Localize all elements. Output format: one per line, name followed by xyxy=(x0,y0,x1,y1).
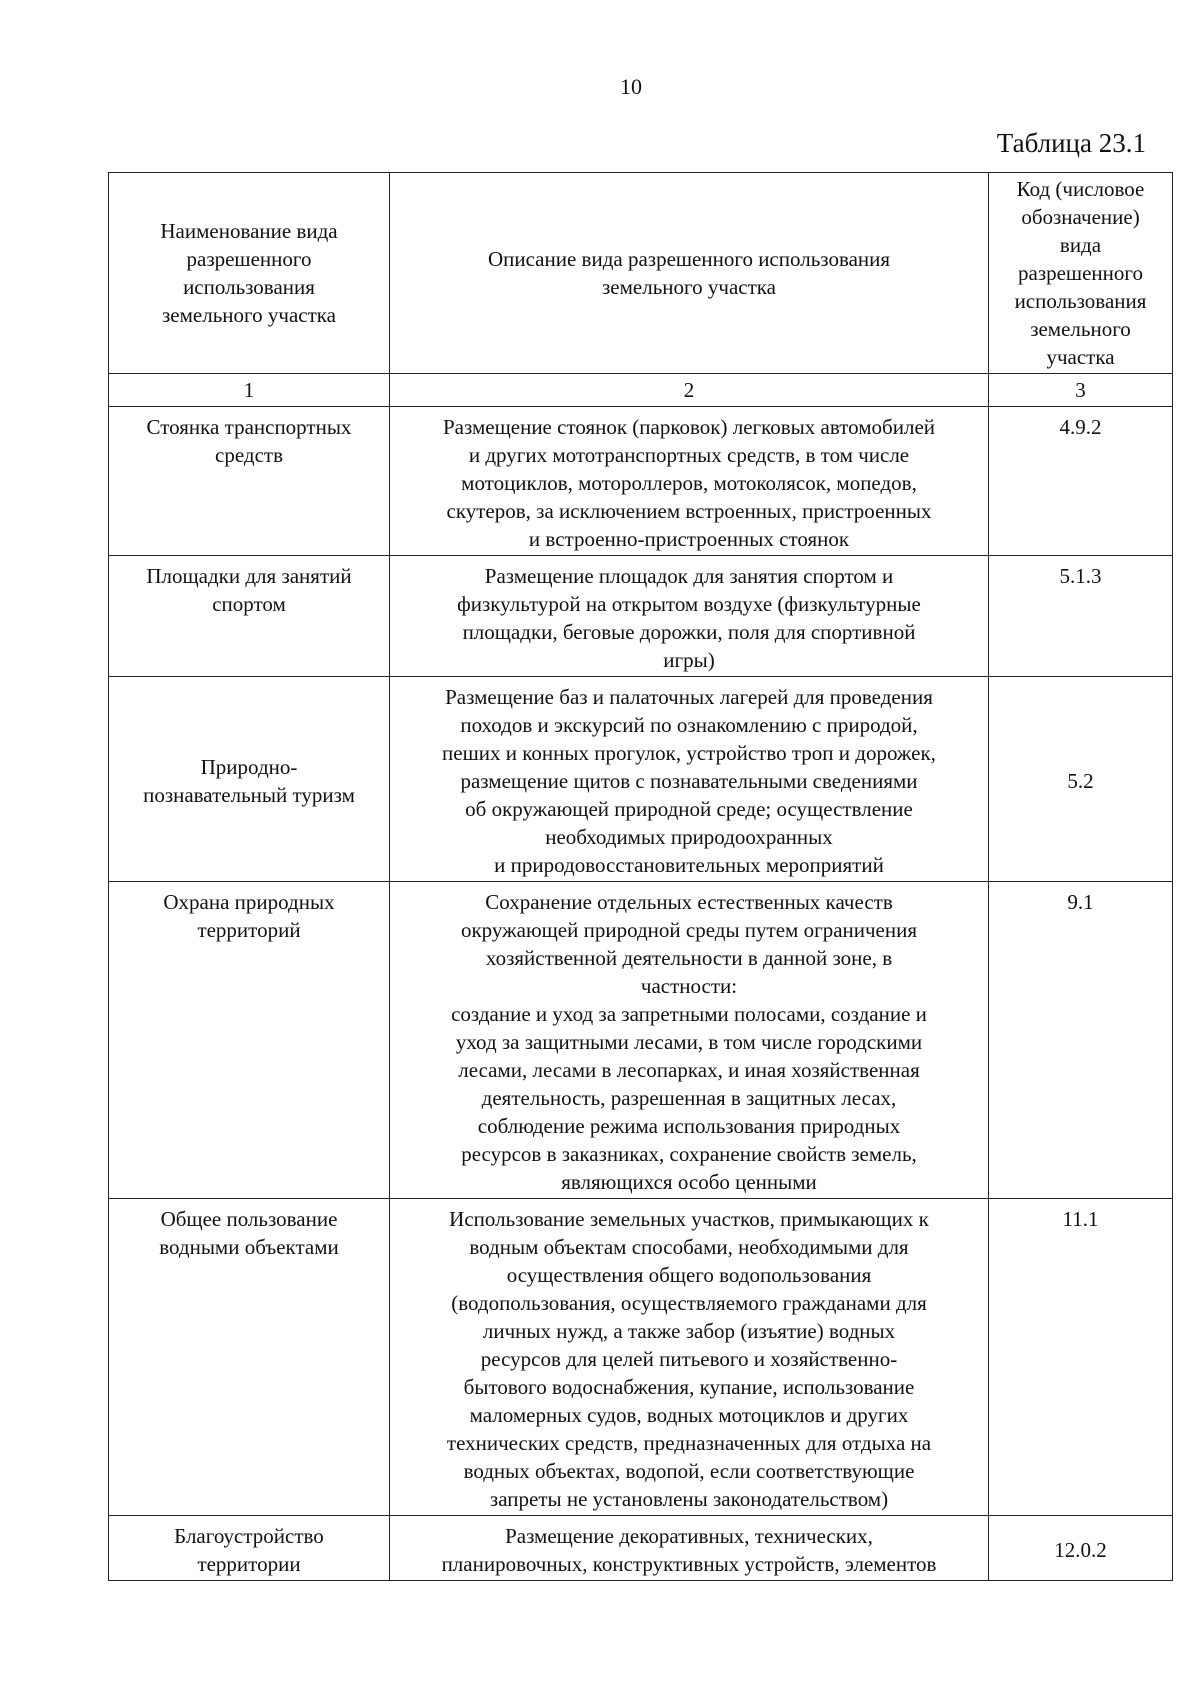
header-code: Код (числовое обозначение) вида разрешенного использования земельного участка xyxy=(989,173,1173,374)
table-header-row xyxy=(109,173,1173,374)
row-description: Размещение площадок для занятия спортом и физкультурой на открытом воздухе (физкультурные площадки, беговые дорожки, поля для спортивной игры) xyxy=(390,556,989,677)
table-row xyxy=(109,1199,1173,1516)
column-number: 3 xyxy=(989,374,1173,407)
row-name: Общее пользование водными объектами xyxy=(109,1199,390,1516)
row-description: Сохранение отдельных естественных качеств окружающей природной среды путем ограничения хозяйственной деятельности в данной зоне, в частности: создание и уход за запретными полосами, создание и уход за защитными лесами, в том числе городскими лесами, лесами в лесопарках, и иная хозяйственная деятельность, разрешенная в защитных лесах, соблюдение режима использования природных ресурсов в заказниках, сохранение свойств земель, являющихся особо ценными xyxy=(390,882,989,1199)
row-code: 12.0.2 xyxy=(989,1516,1173,1581)
table-row xyxy=(109,407,1173,556)
column-number: 2 xyxy=(390,374,989,407)
table-row xyxy=(109,556,1173,677)
row-name: Охрана природных территорий xyxy=(109,882,390,1199)
column-number: 1 xyxy=(109,374,390,407)
row-code: 4.9.2 xyxy=(989,407,1173,556)
row-code: 5.2 xyxy=(989,677,1173,882)
row-code: 5.1.3 xyxy=(989,556,1173,677)
row-description: Размещение декоративных, технических, планировочных, конструктивных устройств, элементов xyxy=(390,1516,989,1581)
table-row xyxy=(109,882,1173,1199)
row-code: 11.1 xyxy=(989,1199,1173,1516)
table-caption: Таблица 23.1 xyxy=(996,128,1146,158)
row-name: Природно- познавательный туризм xyxy=(109,677,390,882)
row-name: Стоянка транспортных средств xyxy=(109,407,390,556)
land-use-table xyxy=(108,172,1173,1581)
row-name: Благоустройство территории xyxy=(109,1516,390,1581)
table-row xyxy=(109,1516,1173,1581)
row-description: Использование земельных участков, примыкающих к водным объектам способами, необходимыми для осуществления общего водопользования (водопользования, осуществляемого гражданами для личных нужд, а также забор (изъятие) водных ресурсов для целей питьевого и хозяйственно- бытового водоснабжения, купание, использование маломерных судов, водных мотоциклов и других технических средств, предназначенных для отдыха на водных объектах, водопой, если соответствующие запреты не установлены законодательством) xyxy=(390,1199,989,1516)
column-number-row xyxy=(109,374,1173,407)
row-description: Размещение стоянок (парковок) легковых автомобилей и других мототранспортных средств, в том числе мотоциклов, мотороллеров, мотоколясок, мопедов, скутеров, за исключением встроенных, пристроенных и встроенно-пристроенных стоянок xyxy=(390,407,989,556)
row-name: Площадки для занятий спортом xyxy=(109,556,390,677)
row-description: Размещение баз и палаточных лагерей для проведения походов и экскурсий по ознакомлению с природой, пеших и конных прогулок, устройство троп и дорожек, размещение щитов с познавательными сведениями об окружающей природной среде; осуществление необходимых природоохранных и природовосстановительных мероприятий xyxy=(390,677,989,882)
row-code: 9.1 xyxy=(989,882,1173,1199)
header-description: Описание вида разрешенного использования земельного участка xyxy=(390,173,989,374)
table-row xyxy=(109,677,1173,882)
page-number: 10 xyxy=(620,74,642,99)
header-name: Наименование вида разрешенного использования земельного участка xyxy=(109,173,390,374)
